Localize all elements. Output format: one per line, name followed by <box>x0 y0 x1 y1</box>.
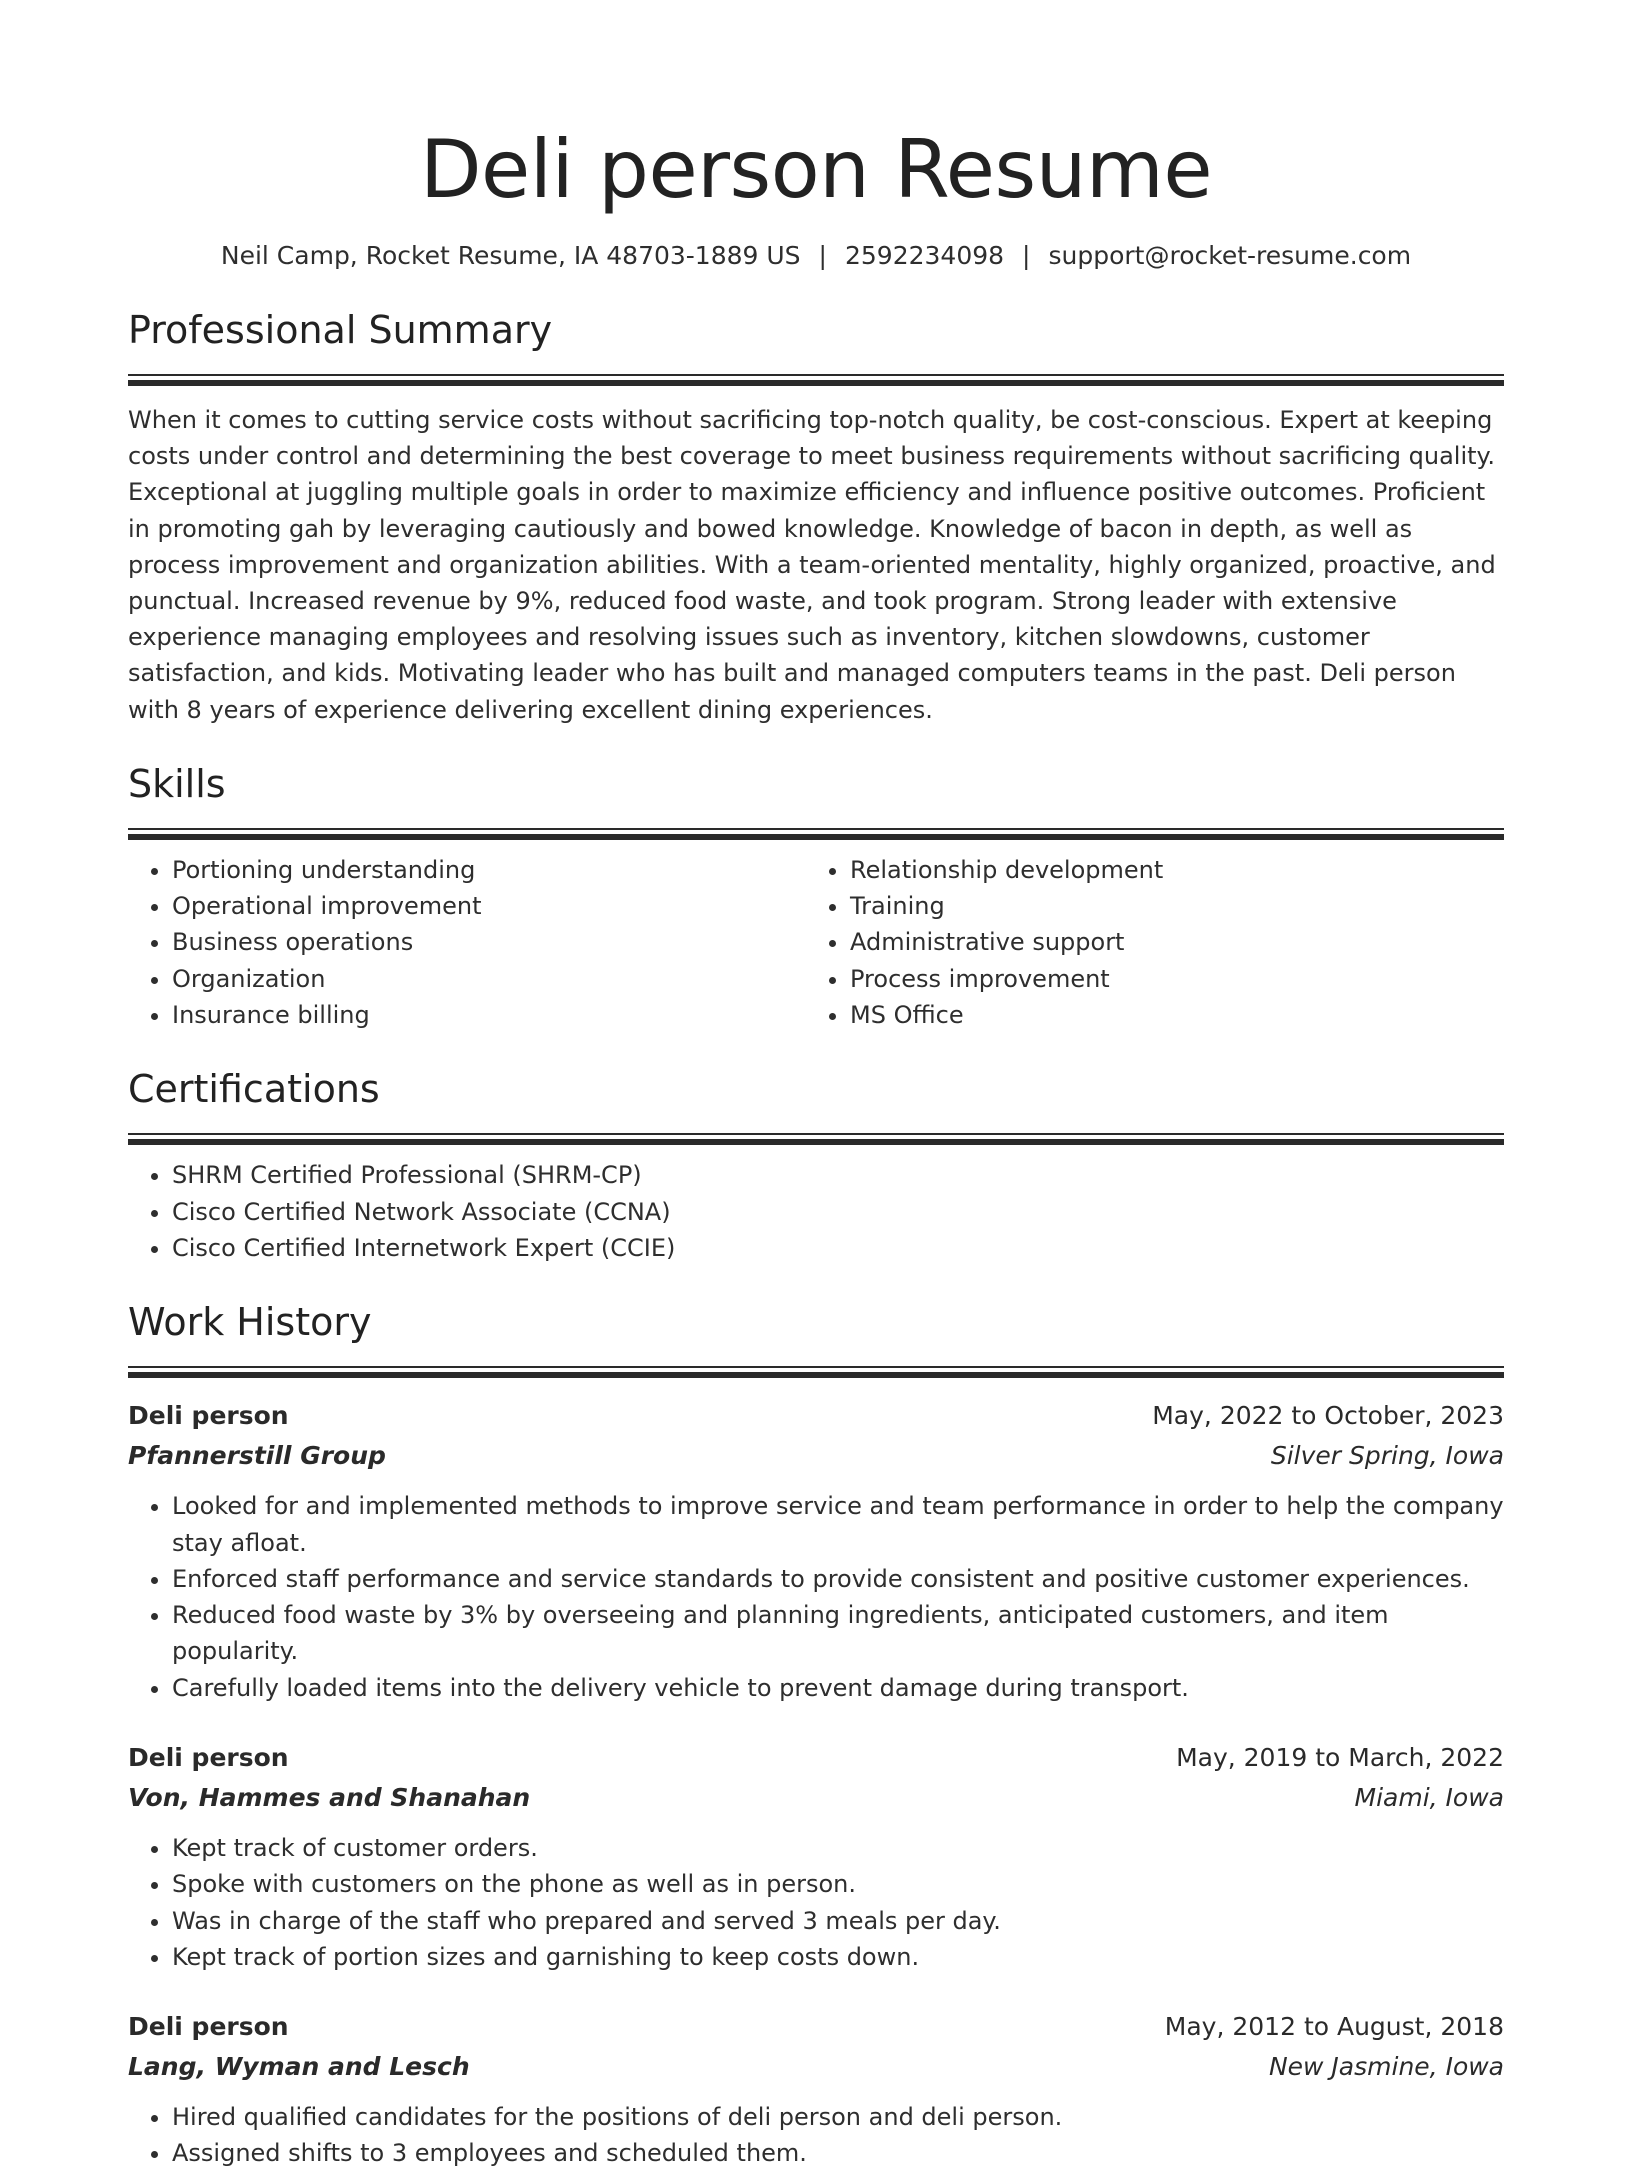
job-company: Pfannerstill Group <box>128 1441 386 1471</box>
job-title: Deli person <box>128 1742 289 1772</box>
skill-item: • Relationship development <box>850 852 1528 888</box>
contact-line <box>128 238 1504 274</box>
skill-item: • Process improvement <box>850 961 1528 997</box>
job-company: Lang, Wyman and Lesch <box>128 2052 470 2082</box>
job-location: Miami, Iowa <box>1354 1782 1504 1812</box>
skills-list-left <box>128 852 806 1033</box>
skill-item: • MS Office <box>850 997 1528 1033</box>
job-header-row <box>128 1738 1504 1778</box>
section-heading-work-history: Work History <box>128 1300 372 1345</box>
certification-item: • Cisco Certified Network Associate (CCNA) <box>172 1194 1504 1230</box>
section-divider <box>128 374 1504 384</box>
section-divider <box>128 1133 1504 1143</box>
contact-separator: | <box>818 241 827 270</box>
job-duties-list <box>128 2099 1504 2172</box>
job-duty-item: • Kept track of customer orders. <box>172 1830 1504 1866</box>
skill-item: • Training <box>850 888 1528 924</box>
skill-item: • Administrative support <box>850 924 1528 960</box>
summary-section <box>128 304 1504 728</box>
section-heading-certifications: Certifications <box>128 1067 380 1112</box>
job-entry <box>128 1738 1504 1975</box>
skills-list-right <box>806 852 1528 1033</box>
contact-address: Neil Camp, Rocket Resume, IA 48703-1889 US <box>220 241 801 270</box>
job-dates: May, 2012 to August, 2018 <box>1164 2012 1504 2042</box>
job-location: New Jasmine, Iowa <box>1268 2052 1504 2082</box>
job-company-row <box>128 2047 1504 2087</box>
resume-title: Deli person Resume <box>419 123 1213 216</box>
job-location: Silver Spring, Iowa <box>1270 1441 1504 1471</box>
skills-grid <box>128 852 1504 1033</box>
job-duty-item: • Spoke with customers on the phone as well as in person. <box>172 1866 1504 1902</box>
certifications-section <box>128 1063 1504 1266</box>
contact-email: support@rocket-resume.com <box>1048 241 1412 270</box>
section-heading-summary: Professional Summary <box>128 308 553 352</box>
section-divider <box>128 828 1504 838</box>
resume-page <box>128 0 1504 2172</box>
job-duty-item: • Looked for and implemented methods to improve service and team performance in order to help the company stay afloat. <box>172 1488 1504 1561</box>
job-duty-item: • Was in charge of the staff who prepared and served 3 meals per day. <box>172 1903 1504 1939</box>
job-duty-item: • Hired qualified candidates for the positions of deli person and deli person. <box>172 2099 1504 2135</box>
certifications-list <box>128 1157 1504 1266</box>
job-dates: May, 2019 to March, 2022 <box>1176 1742 1504 1772</box>
work-history-section <box>128 1296 1504 2172</box>
section-heading-skills: Skills <box>128 761 226 806</box>
job-duties-list <box>128 1830 1504 1975</box>
certification-item: • Cisco Certified Internetwork Expert (CCIE) <box>172 1230 1504 1266</box>
job-duty-item: • Enforced staff performance and service standards to provide consistent and positive customer experiences. <box>172 1561 1504 1597</box>
job-duty-item: • Reduced food waste by 3% by overseeing and planning ingredients, anticipated customers, and item popularity. <box>172 1597 1504 1670</box>
job-dates: May, 2022 to October, 2023 <box>1152 1401 1504 1431</box>
summary-text: When it comes to cutting service costs without sacrificing top-notch quality, be cost-conscious. Expert at keeping costs under control and determining the best coverage to meet business requirements without sacrificing quality. Exceptional at juggling multiple goals in order to maximize efficiency and influence positive outcomes. Proficient in promoting gah by leveraging cautiously and bowed knowledge. Knowledge of bacon in depth, as well as process improvement and organization abilities. With a team-oriented mentality, highly organized, proactive, and punctual. Increased revenue by 9%, reduced food waste, and took program. Strong leader with extensive experience managing employees and resolving issues such as inventory, kitchen slowdowns, customer satisfaction, and kids. Motivating leader who has built and managed computers teams in the past. Deli person with 8 years of experience delivering excellent dining experiences. <box>128 406 1496 724</box>
skill-item: • Business operations <box>172 924 806 960</box>
skill-item: • Insurance billing <box>172 997 806 1033</box>
job-company: Von, Hammes and Shanahan <box>128 1782 531 1812</box>
job-title: Deli person <box>128 1401 289 1431</box>
job-entry <box>128 2007 1504 2172</box>
skills-section <box>128 758 1504 1033</box>
job-header-row <box>128 2007 1504 2047</box>
job-duty-item: • Kept track of portion sizes and garnishing to keep costs down. <box>172 1939 1504 1975</box>
skill-item: • Organization <box>172 961 806 997</box>
certification-item: • SHRM Certified Professional (SHRM-CP) <box>172 1157 1504 1193</box>
job-header-row <box>128 1396 1504 1436</box>
job-entry <box>128 1396 1504 1706</box>
contact-phone: 2592234098 <box>844 241 1005 270</box>
job-title: Deli person <box>128 2012 289 2042</box>
job-duty-item: • Carefully loaded items into the delivery vehicle to prevent damage during transport. <box>172 1670 1504 1706</box>
skill-item: • Operational improvement <box>172 888 806 924</box>
job-duties-list <box>128 1488 1504 1706</box>
job-company-row <box>128 1436 1504 1476</box>
section-divider <box>128 1366 1504 1376</box>
job-duty-item: • Assigned shifts to 3 employees and scheduled them. <box>172 2135 1504 2171</box>
skill-item: • Portioning understanding <box>172 852 806 888</box>
contact-separator: | <box>1022 241 1031 270</box>
job-company-row <box>128 1778 1504 1818</box>
